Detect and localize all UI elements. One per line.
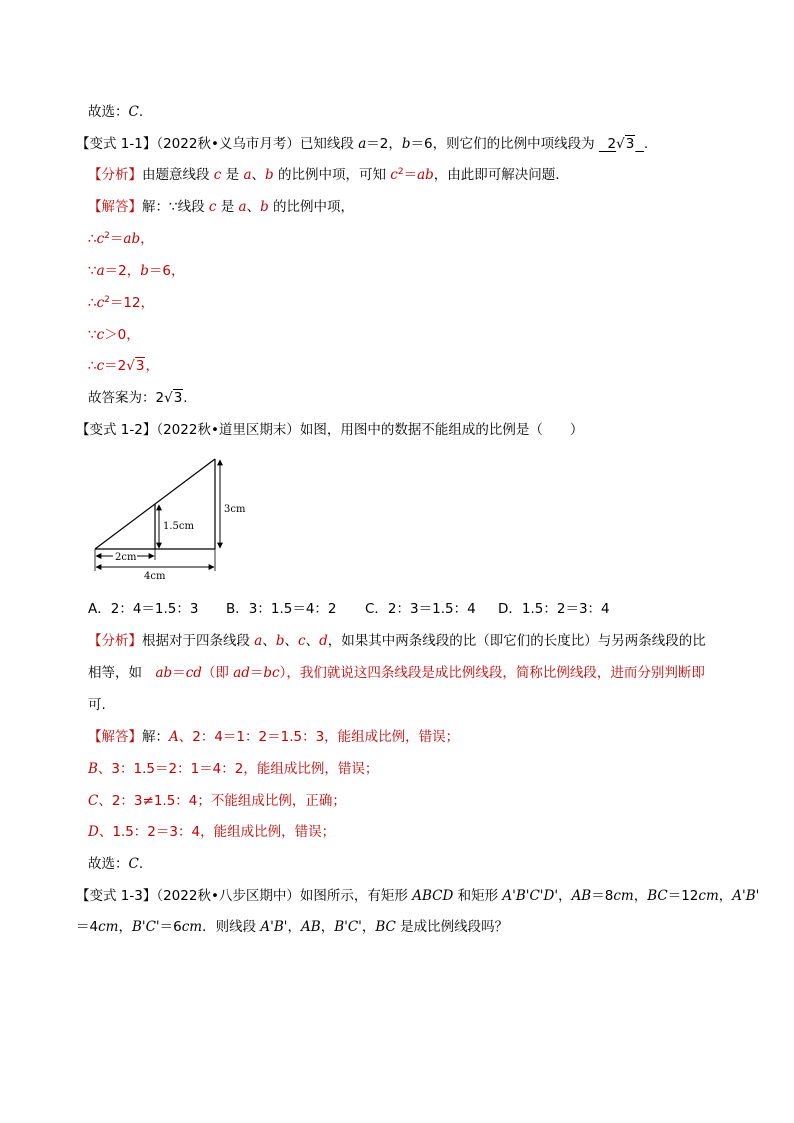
option-d: D．1.5：2＝3：4 xyxy=(498,601,610,617)
option-c: C．2：3＝1.5：4 xyxy=(365,601,476,617)
line-5: $\therefore c^2=ab$， xyxy=(88,231,154,247)
label-3cm: 3cm xyxy=(224,504,246,515)
label-4cm: 4cm xyxy=(144,571,166,582)
line-10: 故答案为：2√3. xyxy=(88,390,188,406)
line-6: ∵a＝2，b＝6， xyxy=(88,263,185,279)
line-20: 【变式 1-3】（2022秋•八步区期中）如图所示，有矩形 ABCD 和矩形 A'B'C'D'，AB＝8cm，BC＝12cm，A'B' xyxy=(76,888,760,904)
variant-label: 【变式 1-1】 xyxy=(76,136,157,152)
line-15: 【解答】解：A、2：4＝1：2＝1.5：3，能组成比例，错误； xyxy=(88,729,460,745)
label-2cm: 2cm xyxy=(115,552,137,563)
solution-label: 【解答】 xyxy=(88,729,142,745)
analysis-label: 【分析】 xyxy=(88,633,142,649)
line-13: 相等，如 ab＝cd（即 ad＝bc），我们就说这四条线段是成比例线段，简称比例线段，进而分别判断即 xyxy=(88,665,705,681)
line-21: ＝4cm，B'C'＝6cm．则线段 A'B'，AB，B'C'，BC 是成比例线段吗？ xyxy=(76,919,509,935)
line-18: D、1.5：2＝3：4，能组成比例，错误； xyxy=(88,824,336,840)
line-3: 【分析】由题意线段 c 是 a、b 的比例中项，可知 $c^2=ab$，由此即可解决问题. xyxy=(88,167,560,183)
variant-label: 【变式 1-3】 xyxy=(76,888,157,904)
line-2: 【变式 1-1】（2022秋•义乌市月考）已知线段 a＝2，b＝6，则它们的比例中项线段为 2√3 . xyxy=(76,136,649,152)
line-16: B、3：1.5＝2：1＝4：2，能组成比例，错误； xyxy=(88,761,379,777)
triangle-figure xyxy=(88,452,258,584)
line-9: ∴c＝2√3， xyxy=(88,358,159,374)
variant-label: 【变式 1-2】 xyxy=(76,422,157,438)
line-12: 【分析】根据对于四条线段 a、b、c、d，如果其中两条线段的比（即它们的长度比）与另两条线段的比 xyxy=(88,633,706,649)
line-7: $\therefore c^2=12$， xyxy=(88,295,155,311)
answer-blank: 2√3 xyxy=(607,136,635,152)
line-11: 【变式 1-2】（2022秋•道里区期末）如图，用图中的数据不能组成的比例是（ ） xyxy=(76,422,584,438)
option-b: B．3：1.5＝4：2 xyxy=(226,601,337,617)
line-1: 故选：C. xyxy=(88,104,144,120)
line-14: 可. xyxy=(88,697,106,713)
option-a: A．2：4＝1.5：3 xyxy=(88,601,199,617)
label-1-5cm: 1.5cm xyxy=(163,521,194,532)
line-17: C、2：3≠1.5：4；不能组成比例，正确； xyxy=(88,793,346,809)
line-8: ∵c＞0， xyxy=(88,327,140,343)
solution-label: 【解答】 xyxy=(88,199,142,215)
line-4: 【解答】解：∵线段 c 是 a、b 的比例中项， xyxy=(88,199,355,215)
analysis-label: 【分析】 xyxy=(88,167,142,183)
line-19: 故选：C. xyxy=(88,856,144,872)
